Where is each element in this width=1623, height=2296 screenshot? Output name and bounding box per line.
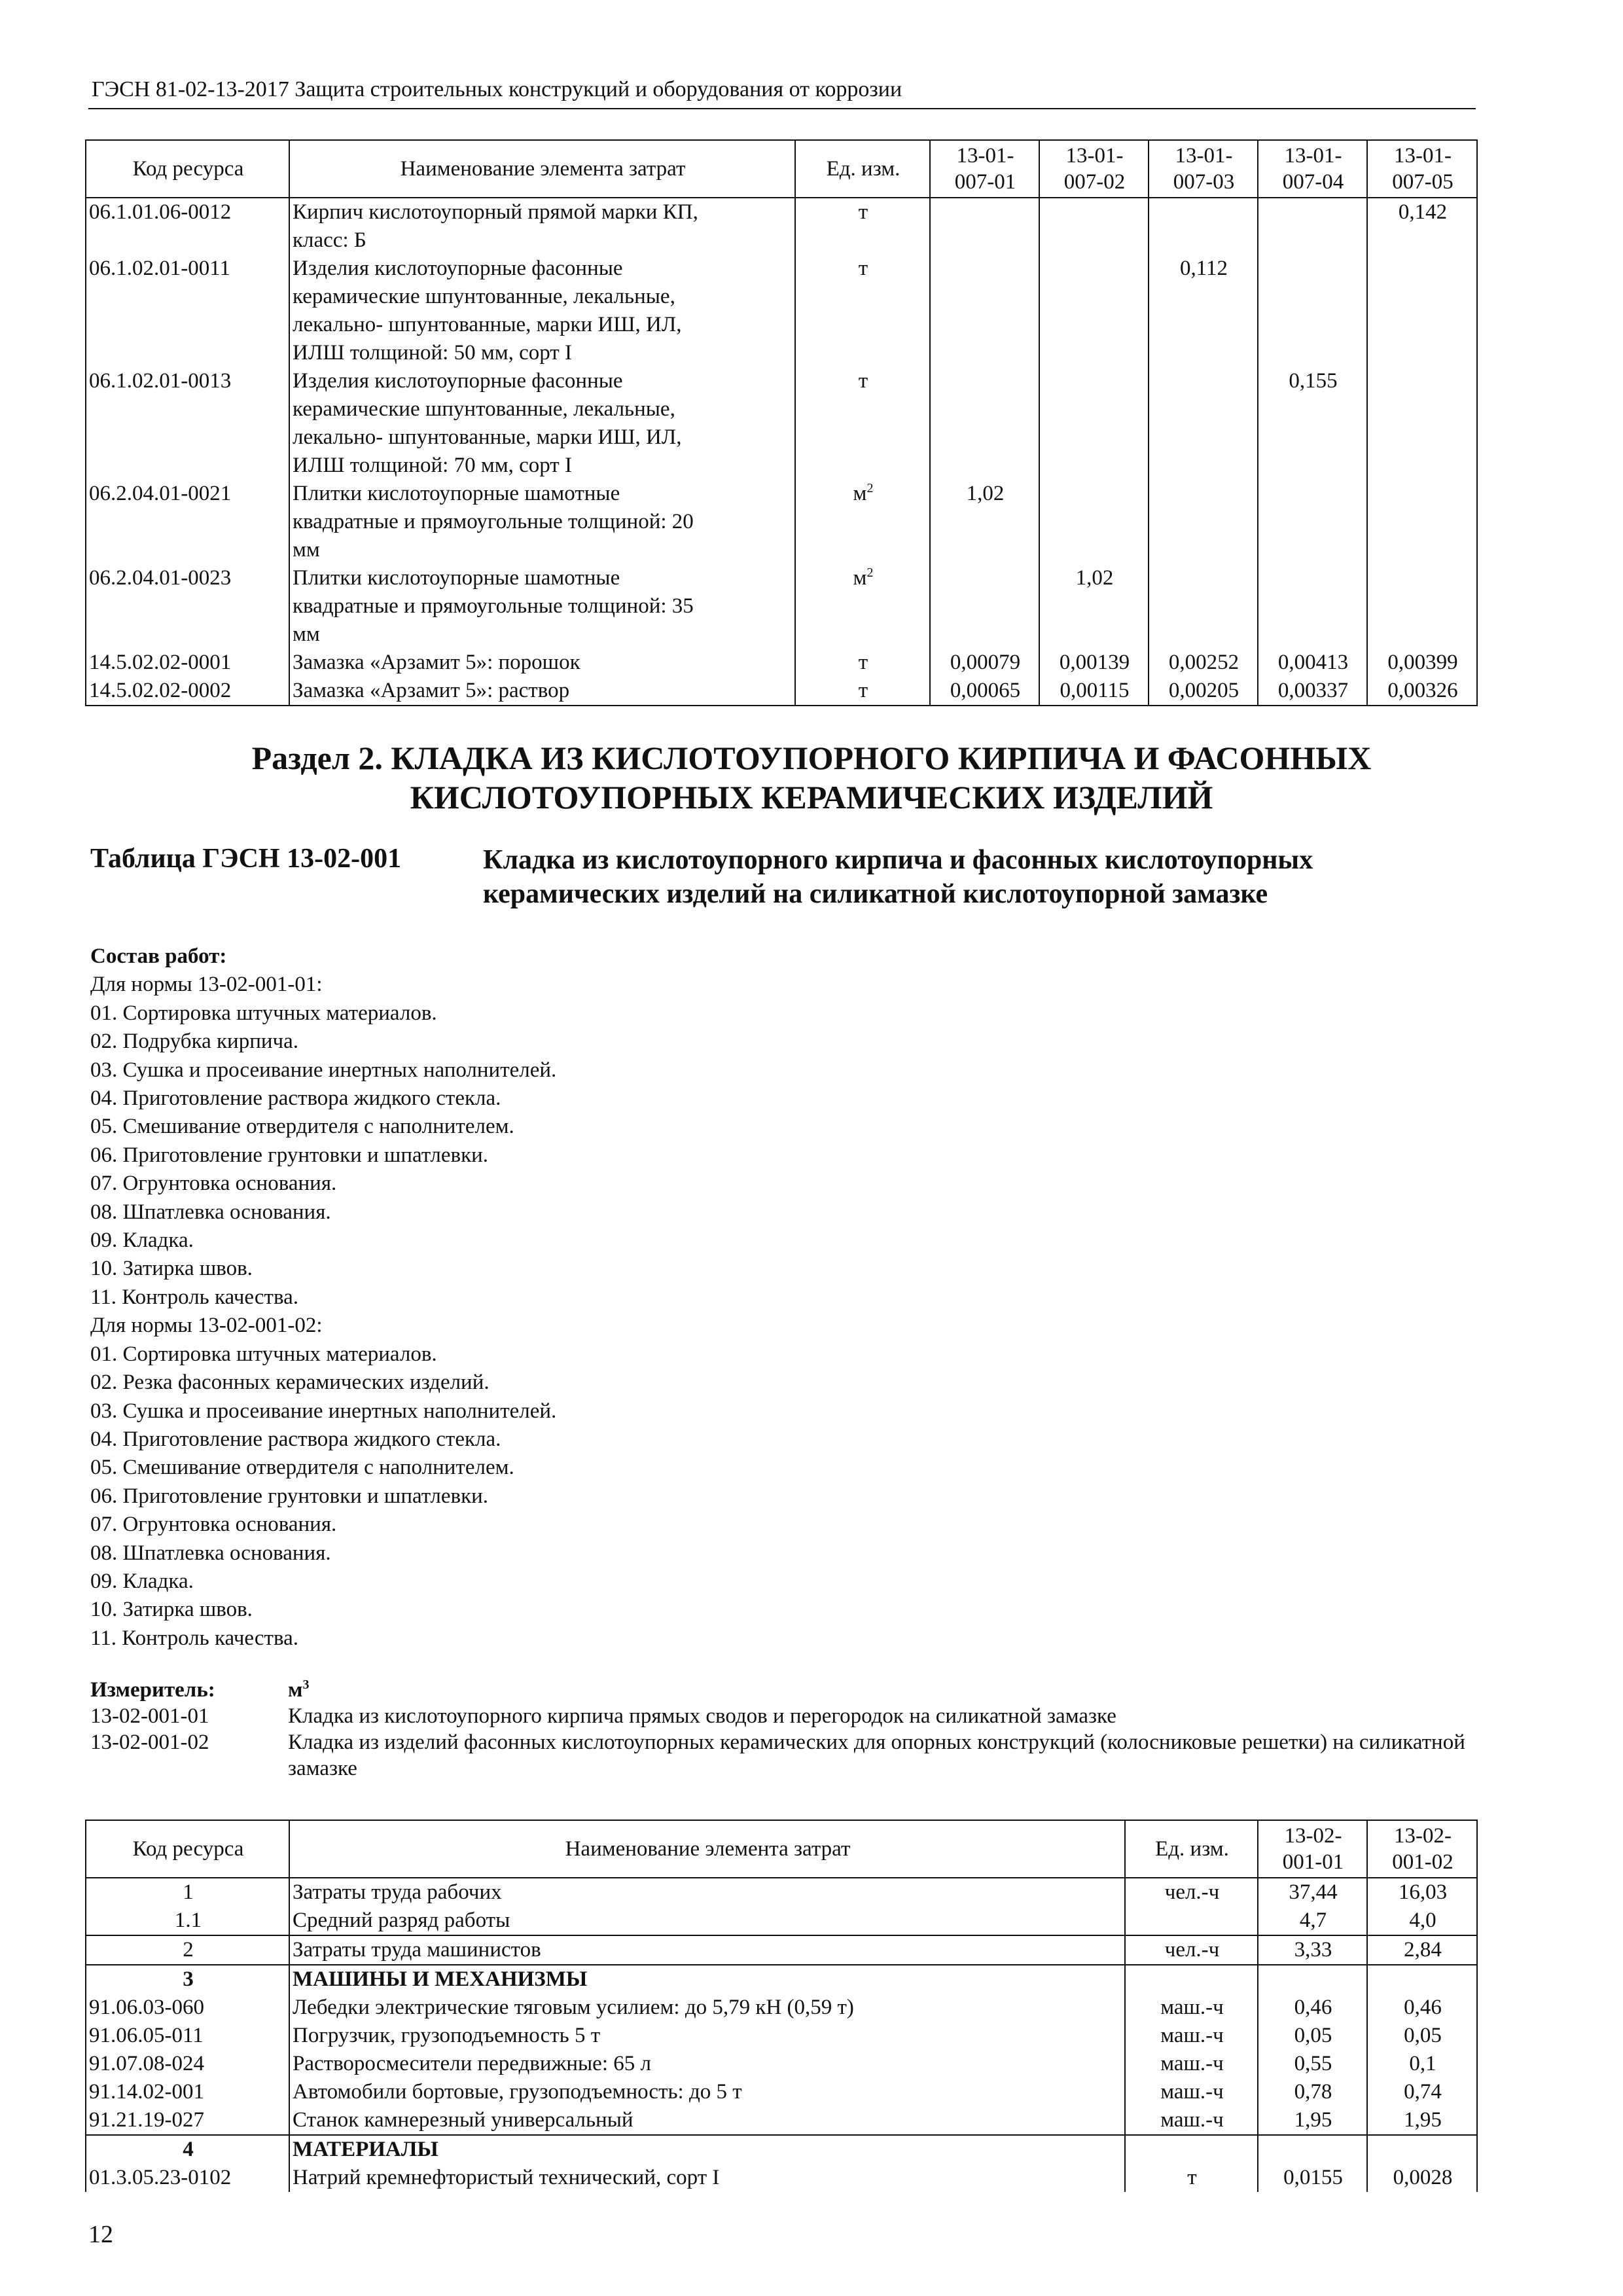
resource-code: 1: [86, 1878, 289, 1907]
resource-value: 0,00065: [930, 677, 1039, 706]
measure-item-text: Кладка из кислотоупорного кирпича прямых сводов и перегородок на силикатной замазке: [288, 1704, 1116, 1728]
resource-value: 4,7: [1258, 1907, 1367, 1935]
resource-value: 0,142: [1367, 198, 1477, 255]
resource-code: 91.06.03-060: [86, 1994, 289, 2022]
work-step: 09. Кладка.: [90, 1229, 194, 1253]
resource-value: [1367, 367, 1477, 480]
resource-value: [930, 255, 1039, 367]
resource-value: 0,46: [1258, 1994, 1367, 2022]
col-header: 13-01- 007-02: [1039, 140, 1149, 198]
work-step: 04. Приготовление раствора жидкого стекла.: [90, 1086, 501, 1111]
table-row: [86, 1878, 1477, 1907]
table-row: [86, 677, 1477, 706]
work-step: 04. Приготовление раствора жидкого стекла.: [90, 1427, 501, 1451]
resource-value: 2,84: [1367, 1935, 1477, 1965]
col-header: 13-02- 001-02: [1367, 1820, 1477, 1878]
work-step: 07. Огрунтовка основания.: [90, 1513, 337, 1537]
table-row: [86, 2078, 1477, 2106]
resource-value: [1149, 198, 1258, 255]
resource-value: 4,0: [1367, 1907, 1477, 1935]
measure-item-code: 13-02-001-01: [90, 1704, 209, 1728]
resource-value: [1258, 564, 1367, 649]
resource-unit: чел.-ч: [1125, 1878, 1258, 1907]
resource-value: [1149, 480, 1258, 564]
resource-code: 01.3.05.23-0102: [86, 2164, 289, 2192]
table-row: [86, 367, 1477, 480]
resource-name: Лебедки электрические тяговым усилием: до 5,79 кН (0,59 т): [289, 1994, 1125, 2022]
table-row: [86, 649, 1477, 677]
table-title-line: керамических изделий на силикатной кислотоупорной замазке: [483, 879, 1268, 909]
work-composition: [90, 942, 556, 1653]
work-step: 09. Кладка.: [90, 1569, 194, 1593]
col-header: 13-02- 001-01: [1258, 1820, 1367, 1878]
resource-name: Изделия кислотоупорные фасонные керамические шпунтованные, лекальные, лекально- шпунтованные, марки ИШ, ИЛ, ИЛШ толщиной: 70 мм, сорт I: [289, 367, 795, 480]
resource-unit: маш.-ч: [1125, 2050, 1258, 2078]
measure-item-text: Кладка из изделий фасонных кислотоупорных керамических для опорных конструкций (колосниковые решетки) на силикатной замазке: [288, 1731, 1465, 1780]
resource-name: Замазка «Арзамит 5»: раствор: [289, 677, 795, 706]
resource-value: [1367, 564, 1477, 649]
work-step: 08. Шпатлевка основания.: [90, 1541, 331, 1565]
resource-table-2: [85, 1820, 1478, 2192]
resource-value: 0,05: [1367, 2022, 1477, 2050]
resource-name: Плитки кислотоупорные шамотные квадратные и прямоугольные толщиной: 20 мм: [289, 480, 795, 564]
col-header: 13-01- 007-03: [1149, 140, 1258, 198]
resource-value: [1039, 255, 1149, 367]
table-row: [86, 2050, 1477, 2078]
resource-value: 1,95: [1258, 2106, 1367, 2135]
resource-value: [930, 367, 1039, 480]
resource-unit: [1125, 1965, 1258, 1994]
resource-value: [1258, 2135, 1367, 2164]
resource-unit: чел.-ч: [1125, 1935, 1258, 1965]
resource-unit: т: [795, 677, 930, 706]
work-step: 10. Затирка швов.: [90, 1257, 253, 1281]
table-row: [86, 2164, 1477, 2192]
resource-code: 91.06.05-011: [86, 2022, 289, 2050]
resource-value: [1367, 2135, 1477, 2164]
table-row: [86, 2106, 1477, 2135]
resource-value: 1,02: [930, 480, 1039, 564]
table-label: Таблица ГЭСН 13-02-001: [90, 844, 402, 874]
resource-value: [1149, 564, 1258, 649]
resource-value: [930, 198, 1039, 255]
resource-code: 14.5.02.02-0002: [86, 677, 289, 706]
resource-value: 0,46: [1367, 1994, 1477, 2022]
resource-name: Плитки кислотоупорные шамотные квадратные и прямоугольные толщиной: 35 мм: [289, 564, 795, 649]
resource-unit: маш.-ч: [1125, 1994, 1258, 2022]
table-row: [86, 1935, 1477, 1965]
resource-value: 0,78: [1258, 2078, 1367, 2106]
work-step: Для нормы 13-02-001-02:: [90, 1314, 323, 1338]
resource-name: Изделия кислотоупорные фасонные керамические шпунтованные, лекальные, лекально- шпунтованные, марки ИШ, ИЛ, ИЛШ толщиной: 50 мм, сорт I: [289, 255, 795, 367]
resource-value: 16,03: [1367, 1878, 1477, 1907]
resource-value: 0,00139: [1039, 649, 1149, 677]
resource-unit: маш.-ч: [1125, 2022, 1258, 2050]
resource-unit: т: [795, 367, 930, 480]
resource-code: 4: [86, 2135, 289, 2164]
resource-value: 1,02: [1039, 564, 1149, 649]
resource-value: [1149, 367, 1258, 480]
resource-code: 14.5.02.02-0001: [86, 649, 289, 677]
work-composition-list: [90, 971, 556, 1653]
resource-value: 0,55: [1258, 2050, 1367, 2078]
resource-value: [1367, 1965, 1477, 1994]
col-header: 13-01- 007-01: [930, 140, 1039, 198]
work-step: 05. Смешивание отвердителя с наполнителем.: [90, 1456, 514, 1480]
table1-header-row: [86, 140, 1477, 198]
resource-code: 06.2.04.01-0021: [86, 480, 289, 564]
resource-value: [1039, 198, 1149, 255]
resource-name: Растворосмесители передвижные: 65 л: [289, 2050, 1125, 2078]
work-step: 01. Сортировка штучных материалов.: [90, 1342, 437, 1366]
resource-name: Затраты труда рабочих: [289, 1878, 1125, 1907]
section-title-line: КИСЛОТОУПОРНЫХ КЕРАМИЧЕСКИХ ИЗДЕЛИЙ: [410, 779, 1213, 816]
resource-code: 06.1.02.01-0013: [86, 367, 289, 480]
resource-value: 37,44: [1258, 1878, 1367, 1907]
resource-value: [1258, 480, 1367, 564]
resource-value: 0,00115: [1039, 677, 1149, 706]
resource-value: 0,00413: [1258, 649, 1367, 677]
resource-value: [930, 564, 1039, 649]
section-title-line: Раздел 2. КЛАДКА ИЗ КИСЛОТОУПОРНОГО КИРПИЧА И ФАСОННЫХ: [251, 740, 1372, 776]
resource-value: 0,155: [1258, 367, 1367, 480]
work-step: 07. Огрунтовка основания.: [90, 1172, 337, 1196]
work-step: 08. Шпатлевка основания.: [90, 1200, 331, 1224]
resource-unit: [1125, 1907, 1258, 1935]
measure-item-code: 13-02-001-02: [90, 1731, 209, 1754]
running-header: ГЭСН 81-02-13-2017 Защита строительных конструкций и оборудования от коррозии: [92, 77, 902, 101]
table-row: [86, 564, 1477, 649]
work-step: Для нормы 13-02-001-01:: [90, 973, 323, 997]
resource-value: 0,05: [1258, 2022, 1367, 2050]
col-header: Код ресурса: [86, 140, 289, 198]
work-step: 02. Подрубка кирпича.: [90, 1030, 299, 1054]
work-step: 10. Затирка швов.: [90, 1598, 253, 1622]
measure-unit: $м^3$: [288, 1677, 310, 1702]
header-rule: [88, 108, 1476, 109]
resource-code: 91.07.08-024: [86, 2050, 289, 2078]
resource-code: 1.1: [86, 1907, 289, 1935]
col-header: Ед. изм.: [1125, 1820, 1258, 1878]
measure-item: [90, 1703, 1479, 1729]
resource-name: Средний разряд работы: [289, 1907, 1125, 1935]
work-step: 11. Контроль качества.: [90, 1285, 298, 1309]
resource-value: [1039, 480, 1149, 564]
table-row: [86, 255, 1477, 367]
resource-value: 0,00399: [1367, 649, 1477, 677]
table-title-line: Кладка из кислотоупорного кирпича и фасонных кислотоупорных: [483, 845, 1313, 875]
resource-value: [1367, 255, 1477, 367]
resource-unit: т: [795, 198, 930, 255]
resource-code: 06.1.02.01-0011: [86, 255, 289, 367]
table-row: [86, 1907, 1477, 1935]
work-step: 06. Приготовление грунтовки и шпатлевки.: [90, 1484, 489, 1508]
table-row: [86, 1965, 1477, 1994]
col-header: 13-01- 007-05: [1367, 140, 1477, 198]
resource-value: 3,33: [1258, 1935, 1367, 1965]
measure-item: [90, 1729, 1479, 1782]
resource-name: МАШИНЫ И МЕХАНИЗМЫ: [289, 1965, 1125, 1994]
resource-value: [1258, 1965, 1367, 1994]
resource-value: [1039, 367, 1149, 480]
table-row: [86, 198, 1477, 255]
resource-value: 0,00337: [1258, 677, 1367, 706]
table-row: [86, 2135, 1477, 2164]
resource-value: 0,1: [1367, 2050, 1477, 2078]
resource-name: Автомобили бортовые, грузоподъемность: до 5 т: [289, 2078, 1125, 2106]
resource-value: 0,74: [1367, 2078, 1477, 2106]
page-number: 12: [88, 2221, 113, 2248]
resource-table-1: [85, 139, 1478, 706]
table2-header-row: [86, 1820, 1477, 1878]
resource-code: 91.21.19-027: [86, 2106, 289, 2135]
resource-unit: т: [795, 255, 930, 367]
resource-unit: т: [795, 649, 930, 677]
resource-value: [1258, 198, 1367, 255]
resource-value: 0,00079: [930, 649, 1039, 677]
resource-name: Натрий кремнефтористый технический, сорт I: [289, 2164, 1125, 2192]
work-step: 01. Сортировка штучных материалов.: [90, 1001, 437, 1025]
resource-value: 0,112: [1149, 255, 1258, 367]
measure-row: [90, 1677, 1479, 1703]
measure-block: [90, 1677, 1479, 1782]
resource-unit: т: [1125, 2164, 1258, 2192]
resource-name: МАТЕРИАЛЫ: [289, 2135, 1125, 2164]
resource-code: 3: [86, 1965, 289, 1994]
resource-unit: $м^2$: [795, 564, 930, 649]
resource-unit: [1125, 2135, 1258, 2164]
resource-name: Затраты труда машинистов: [289, 1935, 1125, 1965]
section-title: [0, 738, 1623, 817]
work-step: 03. Сушка и просеивание инертных наполнителей.: [90, 1399, 557, 1423]
resource-value: [1367, 480, 1477, 564]
resource-unit: $м^2$: [795, 480, 930, 564]
col-header: Наименование элемента затрат: [289, 1820, 1125, 1878]
work-step: 02. Резка фасонных керамических изделий.: [90, 1371, 490, 1395]
table-row: [86, 480, 1477, 564]
resource-value: [1258, 255, 1367, 367]
resource-value: 0,00326: [1367, 677, 1477, 706]
table-row: [86, 1994, 1477, 2022]
resource-value: 0,00252: [1149, 649, 1258, 677]
resource-value: 0,00205: [1149, 677, 1258, 706]
col-header: Ед. изм.: [795, 140, 930, 198]
resource-code: 2: [86, 1935, 289, 1965]
resource-name: Замазка «Арзамит 5»: порошок: [289, 649, 795, 677]
work-step: 05. Смешивание отвердителя с наполнителем.: [90, 1115, 514, 1139]
table-title: [483, 843, 1530, 911]
col-header: Наименование элемента затрат: [289, 140, 795, 198]
resource-name: Погрузчик, грузоподъемность 5 т: [289, 2022, 1125, 2050]
measure-label: Измеритель:: [90, 1678, 215, 1702]
work-composition-heading: Состав работ:: [90, 944, 227, 968]
col-header: 13-01- 007-04: [1258, 140, 1367, 198]
table-row: [86, 2022, 1477, 2050]
resource-unit: маш.-ч: [1125, 2106, 1258, 2135]
resource-value: 1,95: [1367, 2106, 1477, 2135]
resource-code: 06.2.04.01-0023: [86, 564, 289, 649]
work-step: 06. Приготовление грунтовки и шпатлевки.: [90, 1143, 489, 1167]
resource-name: Станок камнерезный универсальный: [289, 2106, 1125, 2135]
resource-code: 06.1.01.06-0012: [86, 198, 289, 255]
resource-unit: маш.-ч: [1125, 2078, 1258, 2106]
col-header: Код ресурса: [86, 1820, 289, 1878]
resource-value: 0,0028: [1367, 2164, 1477, 2192]
work-step: 03. Сушка и просеивание инертных наполнителей.: [90, 1058, 557, 1082]
work-step: 11. Контроль качества.: [90, 1626, 298, 1650]
resource-code: 91.14.02-001: [86, 2078, 289, 2106]
resource-value: 0,0155: [1258, 2164, 1367, 2192]
resource-name: Кирпич кислотоупорный прямой марки КП, класс: Б: [289, 198, 795, 255]
